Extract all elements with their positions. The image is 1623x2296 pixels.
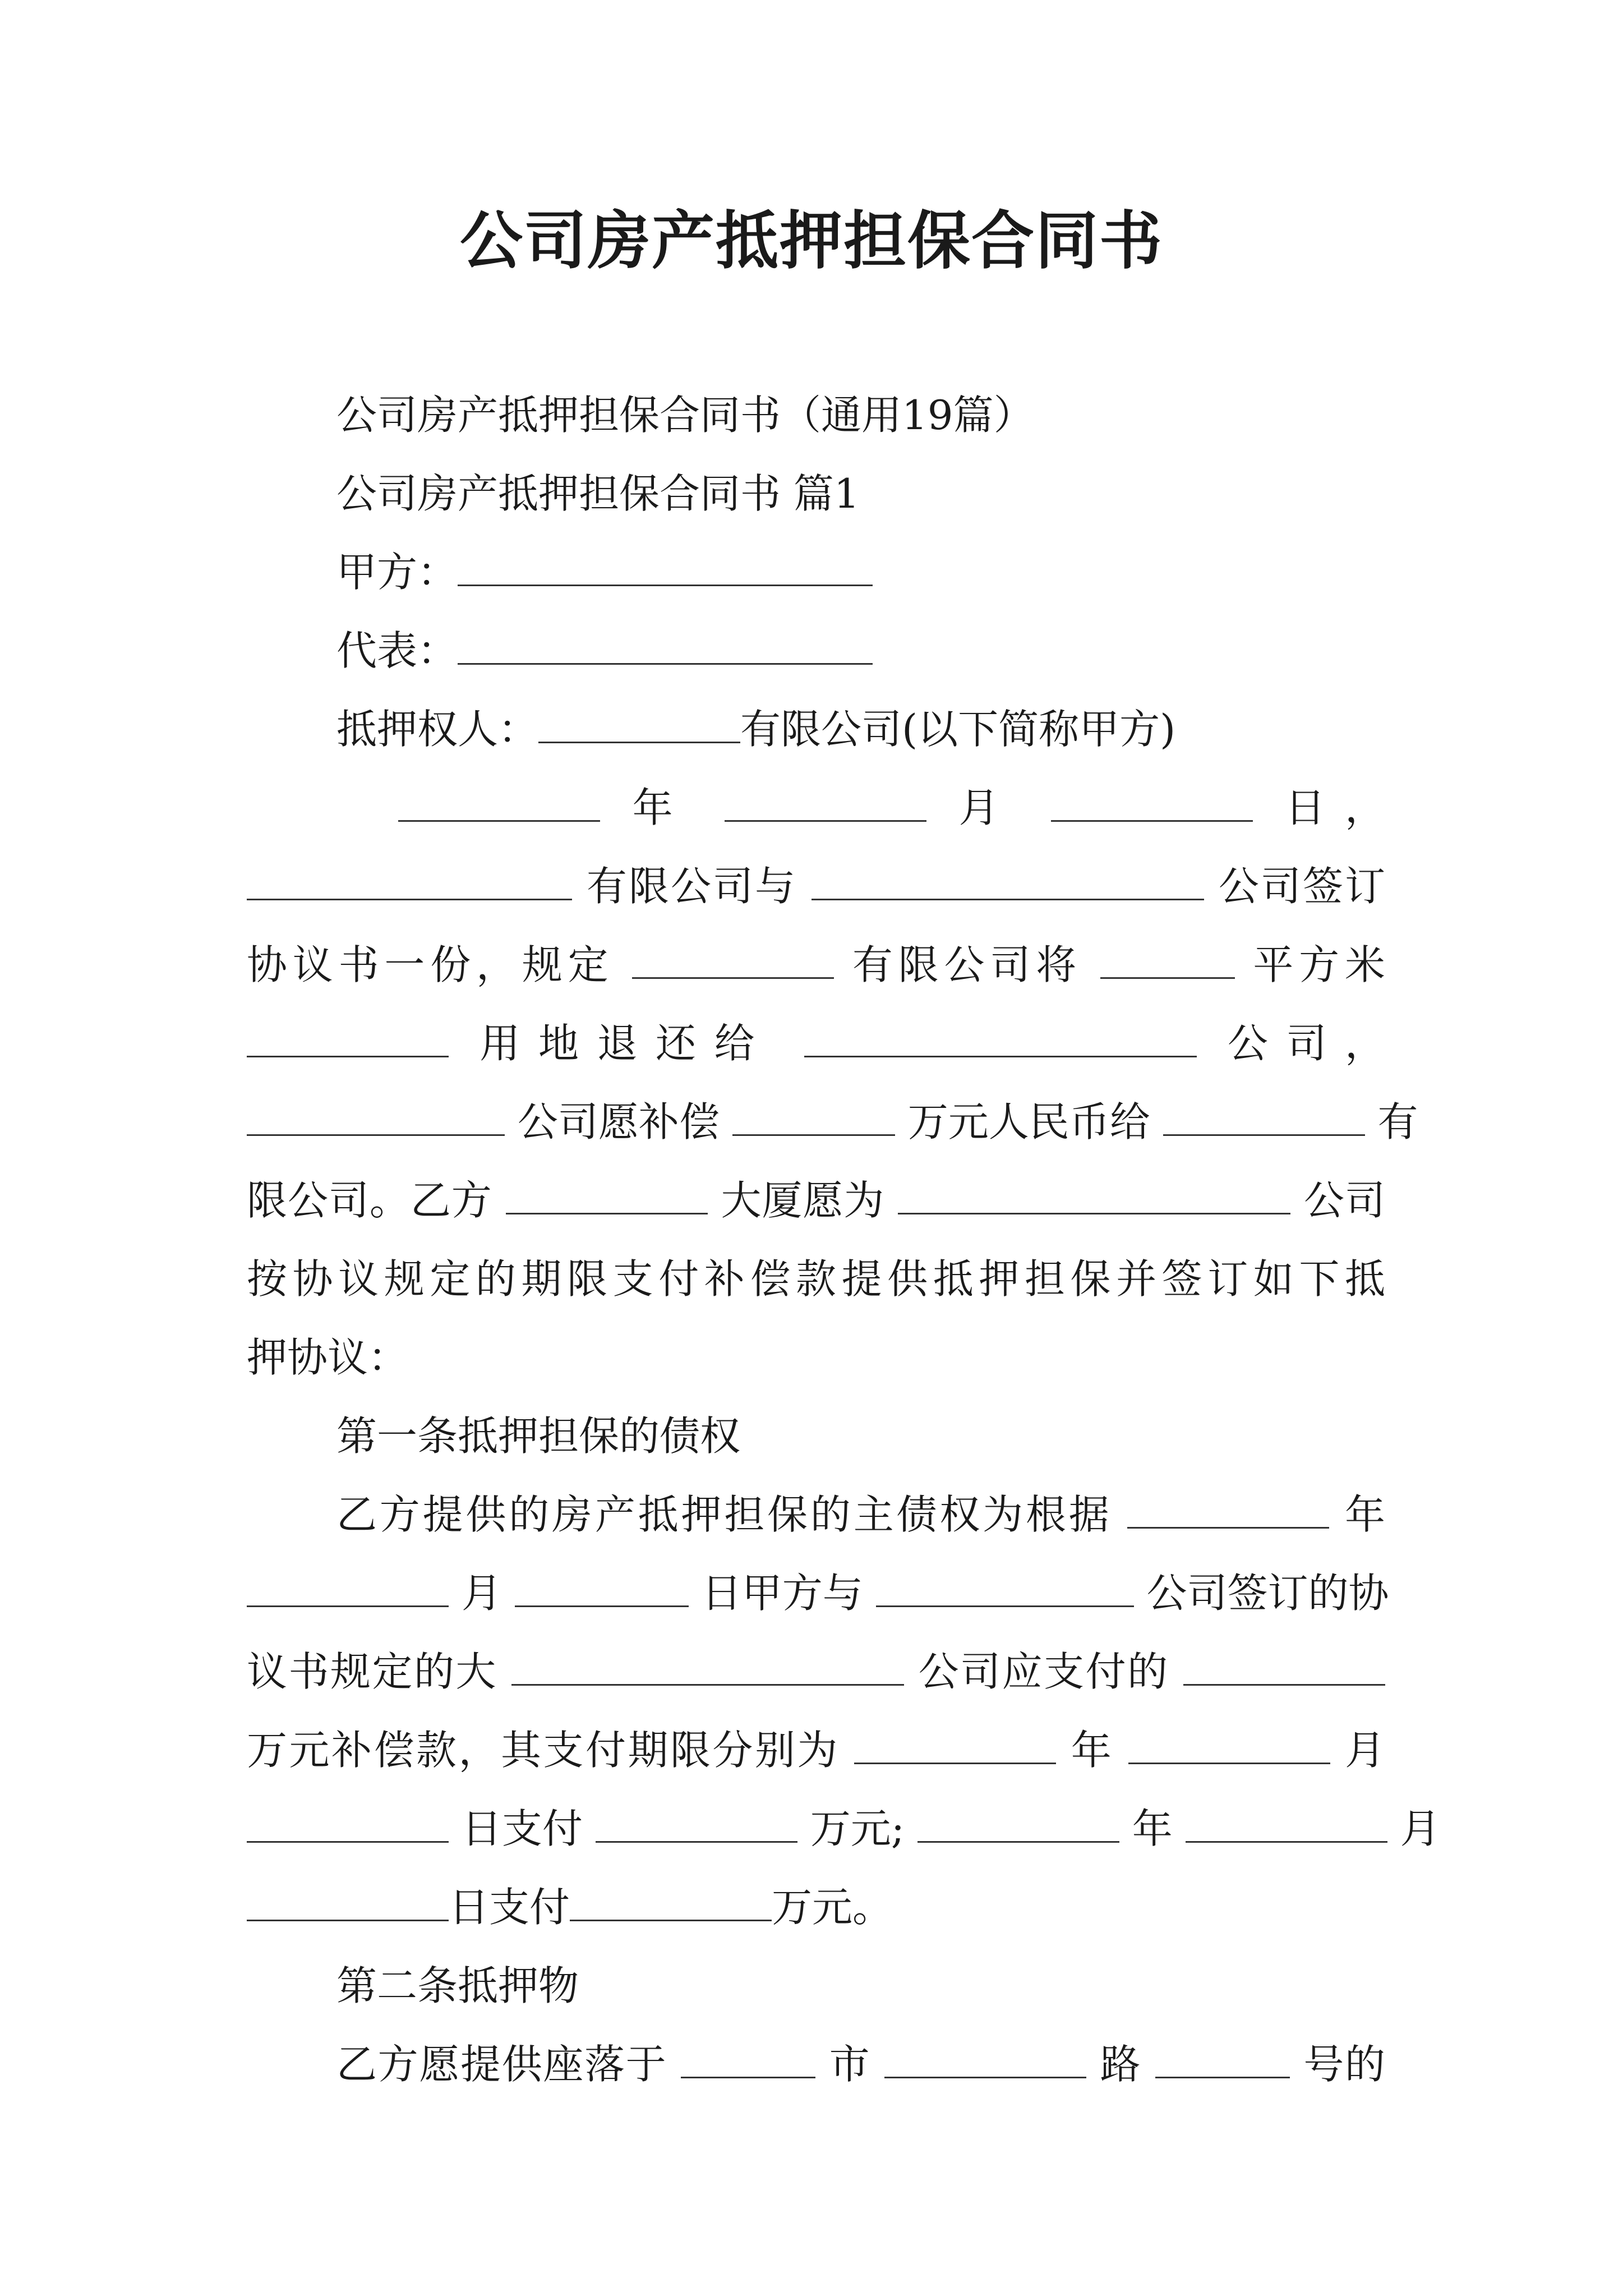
party-a-blank xyxy=(458,547,873,586)
mortgagee-suffix: 有限公司(以下简称甲方) xyxy=(740,706,1176,753)
blank xyxy=(1186,1804,1387,1843)
text: 年 xyxy=(1132,1805,1173,1852)
blank xyxy=(1127,1490,1329,1529)
blank xyxy=(398,783,600,822)
p1-line-1 xyxy=(247,780,1385,836)
text: 万元补偿款，其支付期限分别为 xyxy=(247,1727,840,1774)
article2-heading: 第二条抵押物 xyxy=(336,1962,579,2009)
p1-line-6 xyxy=(247,1172,1385,1228)
text: 月 xyxy=(1344,1727,1385,1774)
blank xyxy=(1128,1726,1330,1764)
p1-line-4 xyxy=(247,1015,1385,1071)
text: 月 xyxy=(461,1570,502,1617)
text: 平方米 xyxy=(1253,941,1385,988)
blank xyxy=(898,1176,1290,1214)
blank xyxy=(247,1568,449,1607)
party-a-label: 甲方： xyxy=(336,549,458,596)
representative-blank xyxy=(458,626,873,665)
representative-label: 代表： xyxy=(336,627,458,674)
text: 公司签订 xyxy=(1218,863,1385,910)
article1-line-2 xyxy=(247,1565,1389,1621)
article1-line-4 xyxy=(247,1722,1385,1778)
blank xyxy=(804,1019,1197,1057)
text: 限公司。乙方 xyxy=(247,1177,492,1224)
blank xyxy=(917,1804,1119,1843)
text: 万元人民币给 xyxy=(907,1098,1150,1145)
text: 年 xyxy=(1071,1727,1114,1774)
blank xyxy=(506,1176,708,1214)
text: 公司， xyxy=(1227,1020,1385,1067)
mortgagee-line xyxy=(247,701,1475,757)
text: 乙方愿提供座落于 xyxy=(336,2041,667,2088)
text: 号的 xyxy=(1303,2041,1385,2088)
p1-line-5 xyxy=(247,1094,1418,1150)
text: 有限公司将 xyxy=(852,941,1082,988)
blank xyxy=(876,1568,1134,1607)
text: 乙方提供的房产抵押担保的主债权为根据 xyxy=(336,1491,1112,1538)
blank xyxy=(247,862,572,900)
blank xyxy=(681,2040,815,2078)
text: 日， xyxy=(1285,784,1385,831)
blank xyxy=(247,1804,449,1843)
blank xyxy=(515,1568,689,1607)
article1-line-3 xyxy=(247,1644,1385,1700)
p1-line-2 xyxy=(247,858,1385,914)
representative-line xyxy=(247,623,1475,679)
text: 公司应支付的 xyxy=(918,1648,1169,1695)
text: 万元。 xyxy=(772,1884,893,1931)
blank xyxy=(596,1804,797,1843)
blank xyxy=(1163,1097,1365,1136)
text: 万元; xyxy=(810,1805,905,1852)
party-a-line xyxy=(247,544,1475,600)
chapter-heading: 公司房产抵押担保合同书 篇1 xyxy=(336,470,860,517)
blank xyxy=(247,1019,449,1057)
text: 月 xyxy=(1400,1805,1441,1852)
article1-line-6 xyxy=(247,1879,1385,1935)
text: 日支付 xyxy=(461,1805,583,1852)
blank xyxy=(570,1883,772,1921)
text: 用地退还给 xyxy=(479,1020,773,1067)
text: 议书规定的大 xyxy=(247,1648,497,1695)
blank xyxy=(247,1097,505,1136)
text: 月 xyxy=(958,784,1019,831)
blank xyxy=(1100,940,1235,979)
blank xyxy=(732,1097,895,1136)
article1-line-1 xyxy=(247,1487,1385,1543)
text: 日甲方与 xyxy=(701,1570,863,1617)
text: 协议书一份，规定 xyxy=(247,941,614,988)
blank xyxy=(632,940,834,979)
text: 年 xyxy=(1344,1491,1385,1538)
text: 公司愿补偿 xyxy=(517,1098,720,1145)
blank xyxy=(884,2040,1086,2078)
blank xyxy=(725,783,926,822)
document-title: 公司房产抵押担保合同书 xyxy=(460,204,1163,278)
article2-line-1 xyxy=(247,2036,1385,2092)
mortgagee-prefix: 抵押权人： xyxy=(336,706,539,753)
text: 大厦愿为 xyxy=(721,1177,885,1224)
p1-line-8: 押协议： xyxy=(247,1334,409,1381)
mortgagee-blank xyxy=(538,705,740,743)
blank xyxy=(1155,2040,1290,2078)
text: 公司签订的协 xyxy=(1146,1570,1389,1617)
text: 日支付 xyxy=(449,1884,570,1931)
blank xyxy=(1183,1647,1385,1686)
subtitle: 公司房产抵押担保合同书（通用19篇） xyxy=(336,392,1034,439)
text: 年 xyxy=(632,784,693,831)
p1-line-3 xyxy=(247,937,1385,993)
article1-line-5 xyxy=(247,1801,1441,1857)
blank xyxy=(1051,783,1253,822)
article1-heading: 第一条抵押担保的债权 xyxy=(336,1412,741,1460)
p1-line-7: 按协议规定的期限支付补偿款提供抵押担保并签订如下抵 xyxy=(247,1255,1385,1303)
text: 公司 xyxy=(1304,1177,1386,1224)
text: 有限公司与 xyxy=(586,863,797,910)
text: 有 xyxy=(1377,1098,1418,1145)
text: 路 xyxy=(1100,2041,1142,2088)
blank xyxy=(247,1883,449,1921)
text: 市 xyxy=(829,2041,871,2088)
blank xyxy=(811,862,1204,900)
blank xyxy=(511,1647,904,1686)
blank xyxy=(854,1726,1056,1764)
